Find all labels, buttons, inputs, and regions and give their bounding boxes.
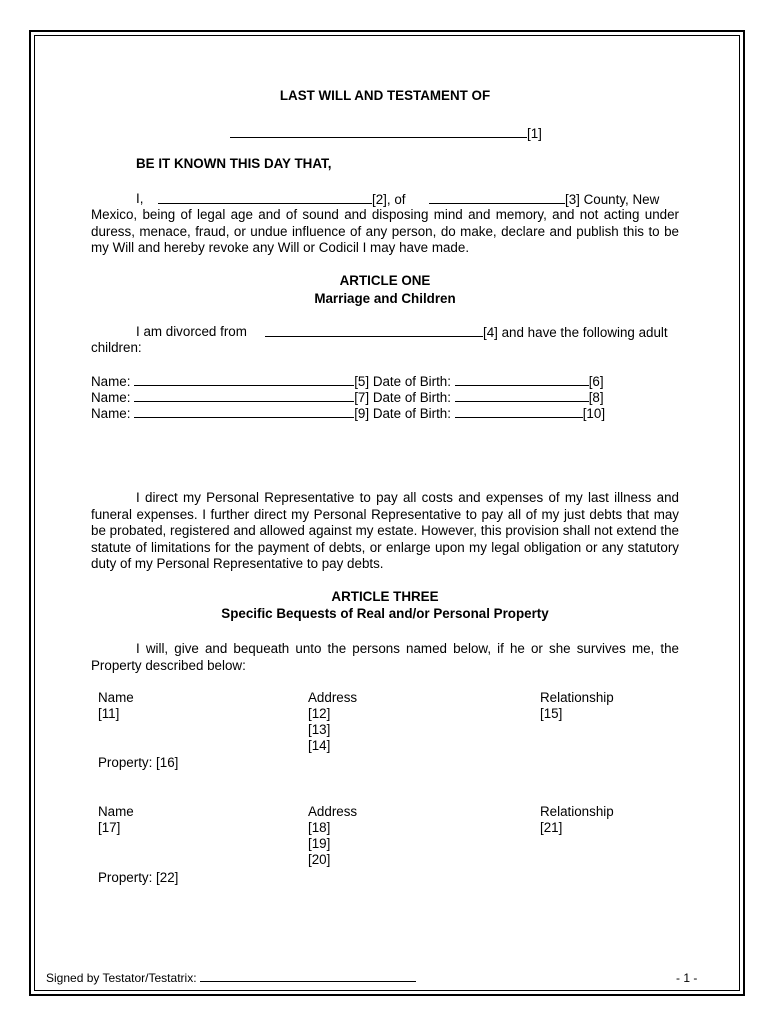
document-title: LAST WILL AND TESTAMENT OF [279, 88, 491, 103]
signature-blank [200, 971, 416, 982]
bequest-relationship-value: [21] [540, 820, 563, 835]
child-dob-blank [455, 389, 589, 402]
child-dob-marker: [6] [588, 374, 604, 389]
intro-m3: [3] County, New [565, 192, 660, 207]
child-dob-label: Date of Birth: [372, 390, 451, 405]
child-name-label: Name: [91, 406, 131, 421]
intro-i: I, [136, 191, 144, 206]
signature-footer [46, 971, 416, 985]
divorced-rest [265, 324, 668, 342]
bequest-relationship-header: Relationship [540, 690, 614, 705]
bequest-address-line: [12] [308, 706, 331, 721]
intro-name-blank [158, 191, 372, 204]
children-label: children: [91, 340, 142, 355]
intro-county-blank [429, 191, 565, 204]
child-name-label: Name: [91, 374, 131, 389]
known-heading: BE IT KNOWN THIS DAY THAT, [136, 156, 332, 171]
article-three-subheading: Specific Bequests of Real and/or Personal Property [221, 606, 549, 621]
bequest-relationship-header: Relationship [540, 804, 614, 819]
child-dob-label: Date of Birth: [372, 374, 451, 389]
bequest-property: Property: [22] [98, 870, 179, 885]
child-name-marker: [5] [354, 374, 370, 389]
divorced-post: [4] and have the following adult [483, 325, 668, 340]
child-dob-label: Date of Birth: [372, 406, 451, 421]
bequest-address-header: Address [308, 804, 358, 819]
signed-by-label: Signed by Testator/Testatrix: [46, 971, 197, 985]
bequest-address-line: [19] [308, 836, 331, 851]
child-dob-blank [455, 373, 589, 386]
divorced-pre: I am divorced from [136, 324, 247, 339]
child-name-blank [134, 389, 354, 402]
bequest-address-line: [20] [308, 852, 331, 867]
bequest-intro: I will, give and bequeath unto the persons named below, if he or she survives me, the Property described below: [91, 641, 679, 673]
intro-paragraph: Mexico, being of legal age and of sound and disposing mind and memory, and not acting under duress, menace, fraud, or undue influence of any person, do make, declare and publish this to be my Will and hereby revoke any Will or Codicil I may have made. [91, 207, 679, 255]
bequest-property: Property: [16] [98, 755, 179, 770]
child-name-blank [134, 373, 354, 386]
child-name-label: Name: [91, 390, 131, 405]
divorced-line [136, 324, 247, 341]
intro-first-line [136, 191, 679, 208]
child-row [91, 405, 605, 423]
testator-name-marker: [1] [527, 126, 542, 141]
bequest-address-line: [13] [308, 722, 331, 737]
bequest-name-value: [11] [98, 706, 120, 721]
article-one-heading: ARTICLE ONE [339, 273, 431, 288]
bequest-name-header: Name [98, 690, 134, 705]
spouse-name-blank [265, 324, 483, 337]
bequest-address-line: [14] [308, 738, 331, 753]
debts-paragraph: I direct my Personal Representative to pay all costs and expenses of my last illness and funeral expenses. I further direct my Personal Representative to pay all of my just debts that may be probated, registered and allowed against my estate. However, this provision shall not extend the statute of limitations for the payment of debts, or enlarge upon my legal obligation or any statutory duty of my Personal Representative to pay debts. [91, 490, 679, 571]
child-name-blank [134, 405, 354, 418]
child-name-marker: [9] [354, 406, 370, 421]
testator-name-blank [230, 125, 527, 138]
bequest-relationship-value: [15] [540, 706, 563, 721]
bequest-address-header: Address [308, 690, 358, 705]
child-row [91, 389, 604, 407]
child-name-marker: [7] [354, 390, 370, 405]
bequest-address-line: [18] [308, 820, 331, 835]
child-row [91, 373, 604, 391]
article-three-heading: ARTICLE THREE [331, 589, 439, 604]
article-one-subheading: Marriage and Children [314, 291, 456, 306]
page-number: - 1 - [676, 971, 698, 985]
child-dob-blank [455, 405, 583, 418]
child-dob-marker: [8] [588, 390, 604, 405]
bequest-name-header: Name [98, 804, 134, 819]
testator-name-line [230, 125, 542, 143]
bequest-name-value: [17] [98, 820, 121, 835]
child-dob-marker: [10] [582, 406, 606, 421]
intro-m2: [2], of [372, 192, 406, 207]
